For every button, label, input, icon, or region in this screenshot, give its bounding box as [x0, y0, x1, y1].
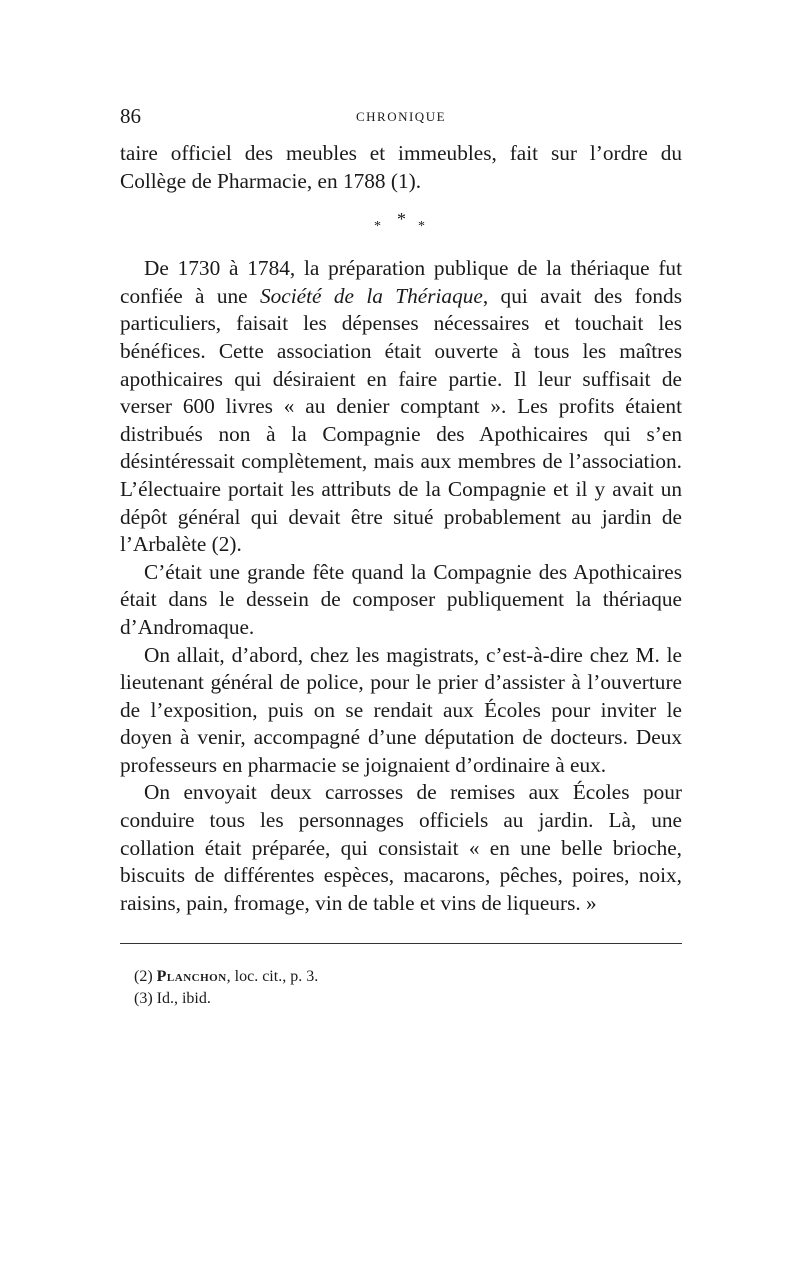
- paragraph-text: , qui avait des fonds particuliers, faisait les dépenses nécessaires et touchait les bénéfices. Cette association était ouverte à tous les maîtres apothicaires qui désiraient en faire partie. Il leur suffisait de verser 600 livres « au denier comptant ». Les profits étaient distribués non à la Compagnie des Apothicaires qui s’en désintéressait complètement, mais aux membres de l’association. L’électuaire portait les attributs de la Compagnie et il y avait un dépôt général qui devait être situé probablement au jardin de l’Arbalète (2).: [120, 283, 682, 557]
- footnote-3: (3) Id., ibid.: [134, 990, 211, 1008]
- asterisk-left: *: [374, 219, 381, 235]
- paragraph-text: De 1730 à 1784, la préparation publique de la thériaque fut confiée à une: [120, 256, 682, 308]
- footnote-rule: [120, 943, 682, 944]
- italic-society-name: Société de la Thériaque: [260, 283, 483, 308]
- footnote-author: Planchon: [156, 968, 227, 986]
- paragraph-continuation: taire officiel des meubles et immeubles, fait sur l’ordre du Collège de Pharmacie, en 1788 (1).: [120, 141, 682, 193]
- body-text: [120, 140, 682, 917]
- footnote-citation: , loc. cit., p. 3.: [226, 968, 319, 986]
- footnote-2: [134, 966, 682, 988]
- footnotes: [120, 966, 682, 1010]
- running-head: CHRONIQUE: [355, 109, 447, 124]
- paragraph-grande-fete: C’était une grande fête quand la Compagnie des Apothicaires était dans le dessein de composer publiquement la thériaque d’Andromaque.: [120, 559, 682, 639]
- paragraph-carrosses: On envoyait deux carrosses de remises aux Écoles pour conduire tous les personnages officiels au jardin. Là, une collation était préparée, qui consistait « en une belle brioche, biscuits de différentes espèces, macarons, pêches, poires, noix, raisins, pain, fromage, vin de table et vins de liqueurs. »: [120, 780, 682, 915]
- paragraph-magistrats: On allait, d’abord, chez les magistrats, c’est-à-dire chez M. le lieutenant général de police, pour le prier d’assister à l’ouverture de l’exposition, puis on se rendait aux Écoles pour inviter le doyen à venir, accompagné d’une députation de docteurs. Deux professeurs en pharmacie se joignaient d’ordinaire à eux.: [120, 642, 682, 777]
- page-number: 86: [120, 104, 141, 128]
- asterism-separator: [120, 195, 682, 255]
- book-page: [120, 100, 682, 1010]
- asterisk-right: *: [418, 219, 425, 235]
- asterisk-top: *: [397, 209, 406, 230]
- paragraph-societe-theriaque: [120, 255, 682, 559]
- footnote-marker: (2): [134, 968, 157, 986]
- page-header: [120, 100, 682, 140]
